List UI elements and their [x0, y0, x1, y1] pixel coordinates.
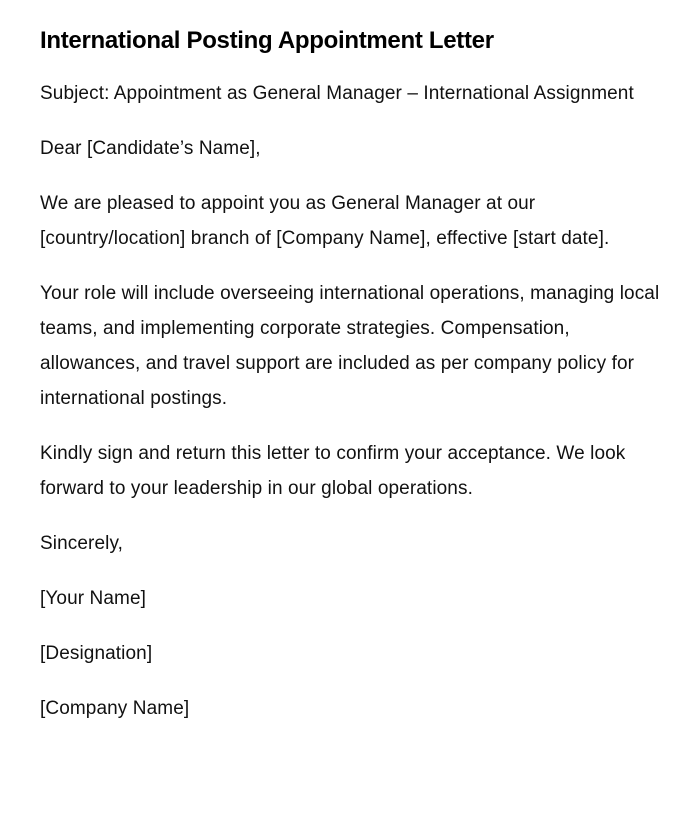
letter-subject: Subject: Appointment as General Manager – International Assignment: [40, 83, 634, 104]
letter-paragraph-acceptance: Kindly sign and return this letter to confirm your acceptance. We look forward to your leadership in our global operations.: [40, 443, 626, 499]
letter-title: International Posting Appointment Letter: [40, 27, 494, 54]
letter-closing: Sincerely,: [40, 533, 124, 554]
letter-paragraph-appointment: We are pleased to appoint you as General Manager at our [country/location] branch of [Company Name], effective [start date].: [40, 193, 610, 249]
signature-designation: [Designation]: [40, 643, 153, 664]
signature-name: [Your Name]: [40, 588, 147, 609]
letter-salutation: Dear [Candidate’s Name],: [40, 138, 261, 159]
signature-company: [Company Name]: [40, 698, 190, 719]
letter-paragraph-role: Your role will include overseeing international operations, managing local teams, and implementing corporate strategies. Compensation, allowances, and travel support are included as per company policy for international postings.: [40, 283, 660, 409]
